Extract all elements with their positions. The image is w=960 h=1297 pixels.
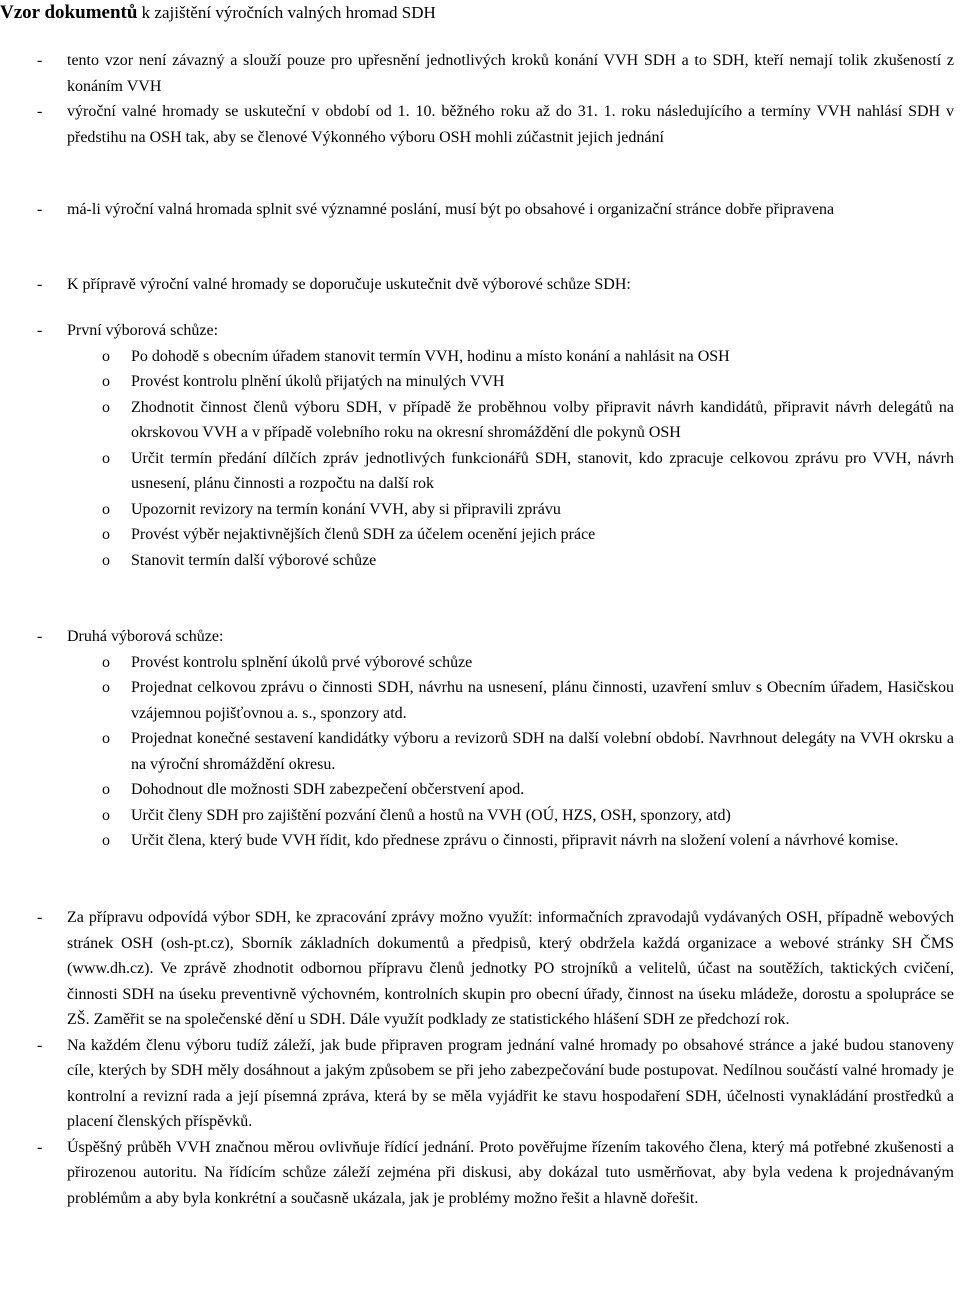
first-meeting-section <box>0 318 954 573</box>
closing-text-2: Na každém členu výboru tudíž záleží, jak bude připraven program jednání valné hromady po obsahové stránce a jaké budou stanoveny cíle, kterých by SDH měly dosáhnout a jakým způsobem se při jeho zabezpečování bude postupovat. Nedílnou součástí valné hromady je kontrolní a revizní rada a její písemná zpráva, která by se měla vyjádřit ke stavu hospodaření SDH, účelnosti vynakládání prostředků a placení členských příspěvků. <box>67 1036 954 1130</box>
second-meeting-section <box>0 624 954 854</box>
intro-item-2 <box>0 99 954 150</box>
second-meeting-item-2 <box>0 675 954 726</box>
circle-bullet: o <box>102 449 110 467</box>
closing-paragraph-2 <box>0 1033 954 1135</box>
dash-bullet: - <box>37 909 43 926</box>
second-meeting-item-text: Určit člena, který bude VVH řídit, kdo přednese zprávu o činnosti, připravit návrh na složení volení a návrhové komise. <box>131 832 899 849</box>
intro-text-3: má-li výroční valná hromada splnit své významné poslání, musí být po obsahové i organizační stránce dobře připravena <box>67 201 835 218</box>
second-meeting-item-3 <box>0 726 954 777</box>
intro-text-1: tento vzor není závazný a slouží pouze pro upřesnění jednotlivých kroků konání VVH SDH a to SDH, kteří nemají tolik zkušeností z konáním VVH <box>67 52 954 95</box>
intro-item-3 <box>0 197 954 223</box>
circle-bullet: o <box>102 781 110 798</box>
second-meeting-heading <box>0 624 954 650</box>
circle-bullet: o <box>102 679 110 696</box>
first-meeting-heading-text: První výborová schůze: <box>67 322 219 339</box>
closing-text-3: Úspěšný průběh VVH značnou měrou ovlivňuje řídící jednání. Proto pověřujme řízením takového člena, který má potřebné zkušenosti a přirozenou autoritu. Na řídícím schůze záleží zejména při diskusi, aby dokázal tuto usměrňovat, aby byla vedena k projednávaným problémům a aby byla konkrétní a současně ukázala, jak je problémy možno řešit a hlavně dořešit. <box>67 1138 954 1207</box>
first-meeting-item-3 <box>0 395 954 446</box>
document-title <box>0 0 436 26</box>
circle-bullet: o <box>102 526 110 543</box>
dash-bullet: - <box>37 276 43 293</box>
dash-bullet: - <box>37 628 43 645</box>
intro-item-1-block <box>0 48 954 99</box>
circle-bullet: o <box>102 653 110 671</box>
circle-bullet: o <box>102 373 110 390</box>
second-meeting-item-1 <box>0 650 954 676</box>
first-meeting-item-text: Provést kontrolu plnění úkolů přijatých na minulých VVH <box>131 373 505 390</box>
intro-item-1 <box>0 48 954 99</box>
first-meeting-item-text: Po dohodě s obecním úřadem stanovit termín VVH, hodinu a místo konání a nahlásit na OSH <box>131 347 730 365</box>
intro-item-4 <box>0 272 954 298</box>
second-meeting-item-text: Provést kontrolu splnění úkolů prvé výborové schůze <box>131 653 473 671</box>
intro-text-4: K přípravě výroční valné hromady se doporučuje uskutečnit dvě výborové schůze SDH: <box>67 276 631 293</box>
closing-text-1: Za přípravu odpovídá výbor SDH, ke zpracování zprávy možno využít: informačních zpravodajů vydávaných OSH, případně webových stránek OSH (osh-pt.cz), Sborník základních dokumentů a předpisů, který obdržela každá organizace a webové stránky SH ČMS (www.dh.cz). Ve zprávě zhodnotit odbornou přípravu členů jednotky PO strojníků a velitelů, účast na soutěžích, taktických cvičení, činnosti SDH na úseku preventivně výchovném, kontrolních skupin pro obecní úřady, činnost na úseku mládeže, dorostu a spolupráce se ZŠ. Zaměřit se na společenské dění u SDH. Dále využít podklady ze statistického hlášení SDH ze předchozí rok. <box>67 909 954 1028</box>
first-meeting-item-text: Zhodnotit činnost členů výboru SDH, v případě že proběhnou volby připravit návrh kandidátů, připravit návrh delegátů na okrskovou VVH a v případě volebního roku na okresní shromáždění dle pokynů OSH <box>131 398 954 441</box>
closing-paragraph-1 <box>0 905 954 1033</box>
second-meeting-item-5 <box>0 803 954 829</box>
first-meeting-item-4 <box>0 446 954 497</box>
circle-bullet: o <box>102 551 110 569</box>
intro-text-2: výroční valné hromady se uskuteční v období od 1. 10. běžného roku až do 31. 1. roku následujícího a termíny VVH nahlásí SDH v předstihu na OSH tak, aby se členové Výkonného výboru OSH mohli zúčastnit jejich jednání <box>67 103 954 146</box>
circle-bullet: o <box>102 500 110 518</box>
circle-bullet: o <box>102 806 110 824</box>
first-meeting-item-text: Provést výběr nejaktivnějších členů SDH za účelem ocenění jejich práce <box>131 526 596 543</box>
dash-bullet: - <box>37 1036 43 1054</box>
second-meeting-item-text: Určit členy SDH pro zajištění pozvání členů a hostů na VVH (OÚ, HZS, OSH, sponzory, atd) <box>131 806 731 824</box>
first-meeting-item-6 <box>0 522 954 548</box>
first-meeting-item-1 <box>0 344 954 370</box>
intro-item-2-block <box>0 99 954 150</box>
first-meeting-item-text: Stanovit termín další výborové schůze <box>131 551 377 569</box>
first-meeting-heading <box>0 318 954 344</box>
intro-item-4-block <box>0 272 954 298</box>
second-meeting-item-4 <box>0 777 954 803</box>
first-meeting-item-7 <box>0 548 954 574</box>
second-meeting-item-text: Projednat konečné sestavení kandidátky výboru a revizorů SDH na další volební období. Navrhnout delegáty na VVH okrsku a na výroční shromáždění okresu. <box>131 730 954 773</box>
first-meeting-item-text: Určit termín předání dílčích zpráv jednotlivých funkcionářů SDH, stanovit, kdo zpracuje celkovou zprávu pro VVH, návrh usnesení, plánu činnosti a rozpočtu na další rok <box>131 449 954 492</box>
circle-bullet: o <box>102 730 110 747</box>
circle-bullet: o <box>102 347 110 365</box>
dash-bullet: - <box>37 52 43 69</box>
closing-paragraph-3 <box>0 1135 954 1212</box>
second-meeting-item-text: Dohodnout dle možnosti SDH zabezpečení občerstvení apod. <box>131 781 525 798</box>
first-meeting-item-text: Upozornit revizory na termín konání VVH, aby si připravili zprávu <box>131 500 561 518</box>
second-meeting-item-6 <box>0 828 954 854</box>
circle-bullet: o <box>102 398 110 416</box>
second-meeting-heading-text: Druhá výborová schůze: <box>67 628 224 645</box>
first-meeting-item-2 <box>0 369 954 395</box>
closing-section <box>0 905 954 1211</box>
dash-bullet: - <box>37 103 43 120</box>
title-bold: Vzor dokumentů <box>0 2 138 23</box>
first-meeting-item-5 <box>0 497 954 523</box>
intro-item-3-block <box>0 197 954 223</box>
dash-bullet: - <box>37 1138 43 1156</box>
title-rest: k zajištění výročních valných hromad SDH <box>137 3 436 22</box>
dash-bullet: - <box>37 201 43 218</box>
dash-bullet: - <box>37 322 43 339</box>
second-meeting-item-text: Projednat celkovou zprávu o činnosti SDH, návrhu na usnesení, plánu činnosti, uzavření smluv s Obecním úřadem, Hasičskou vzájemnou pojišťovnou a. s., sponzory atd. <box>131 679 954 722</box>
circle-bullet: o <box>102 832 110 849</box>
